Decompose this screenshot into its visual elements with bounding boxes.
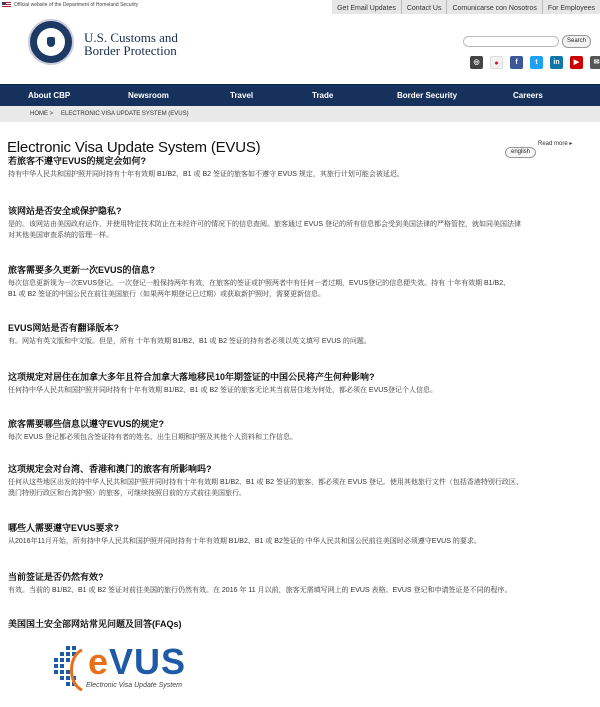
twitter-icon[interactable]: t	[530, 56, 543, 69]
faq-item	[8, 264, 588, 300]
read-more-link[interactable]: Read more ▸	[538, 141, 573, 147]
faq-answer-line: 每次信息更新视为一次EVUS登记。一次登记一般保持两年有效，在旅客的签证或护照两者中有任何一者过期，EVUS登记的信息便失效。持有 十年有效期 B1/B2、	[8, 280, 511, 287]
faq-question: 哪些人需要遵守EVUS要求?	[8, 523, 120, 533]
dhs-seal-logo[interactable]	[28, 19, 74, 65]
get-email-updates-link[interactable]: Get Email Updates	[337, 5, 396, 12]
main-nav	[0, 84, 600, 106]
search-input[interactable]	[463, 36, 559, 47]
faq-question: 这项规定对居住在加拿大多年且符合加拿大落地移民10年期签证的中国公民将产生何种影响?	[8, 372, 375, 382]
dhs-faq-link[interactable]: 美国国土安全部网站常见问题及回答(FAQs)	[8, 619, 182, 629]
evus-swirl-icon	[48, 642, 92, 698]
agency-name[interactable]	[84, 31, 178, 57]
evus-logo	[48, 640, 228, 700]
evus-wordmark-e: e	[88, 641, 110, 682]
nav-travel[interactable]: Travel	[230, 91, 254, 100]
agency-name-line2: Border Protection	[84, 43, 177, 58]
utility-bar	[0, 0, 600, 14]
faq-question: 若旅客不遵守EVUS的规定会如何?	[8, 156, 147, 166]
faq-answer: 每次 EVUS 登记都必须包含签证持有者的姓名、出生日期和护照及其他个人资料和工作信息。	[8, 434, 297, 441]
facebook-icon[interactable]: f	[510, 56, 523, 69]
faq-question: 当前签证是否仍然有效?	[8, 572, 104, 582]
read-more-label: Read more	[538, 141, 568, 147]
faq-answer: 从2016年11月开始，所有持中华人民共和国护照并同时持有十年有效期 B1/B2、B1 或 B2签证的 中华人民共和国公民前往美国时必须遵守EVUS 的要求。	[8, 538, 481, 545]
search-button[interactable]: Search	[562, 35, 591, 48]
faq-answer-line: 任何从这些地区出发的持中华人民共和国护照并同时持有十年有效期 B1/B2、B1 或 B2 签证的旅客，都必须在 EVUS 登记。使用其他旅行文件（包括香港特别行政区、	[8, 479, 523, 486]
faq-answer-line: 澳门特别行政区和台湾护照）的旅客，可继续按照目前的方式前往美国旅行。	[8, 490, 246, 497]
agency-name-line1: U.S. Customs and	[84, 30, 178, 45]
site-header	[0, 14, 600, 84]
faq-answer	[8, 477, 588, 499]
faq-item	[8, 418, 588, 443]
nav-careers[interactable]: Careers	[513, 91, 543, 100]
faq-question: 旅客需要多久更新一次EVUS的信息?	[8, 265, 156, 275]
email-icon[interactable]: ✉	[590, 56, 600, 69]
for-employees-link[interactable]: For Employees	[542, 0, 600, 18]
faq-question: 该网站是否安全或保护隐私?	[8, 206, 122, 216]
evus-subtitle: Electronic Visa Update System	[86, 682, 182, 689]
official-site-notice	[2, 2, 138, 8]
evus-wordmark-vus: VUS	[109, 641, 187, 682]
faq-item	[8, 522, 588, 547]
breadcrumb	[0, 106, 600, 122]
evus-wordmark	[88, 642, 186, 682]
breadcrumb-current: ELECTRONIC VISA UPDATE SYSTEM (EVUS)	[61, 111, 189, 117]
faq-item	[8, 205, 588, 241]
nav-border-security[interactable]: Border Security	[397, 91, 458, 100]
faq-answer: 任何持中华人民共和国护照并同时持有十年有效期 B1/B2、B1 或 B2 签证的旅客无论其当前居住地为何处，都必须在 EVUS登记个人信息。	[8, 387, 437, 394]
flickr-icon[interactable]: ●	[490, 56, 503, 69]
faq-answer: 持有中华人民共和国护照并同时持有十年有效期 B1/B2、B1 或 B2 签证的旅客如不遵守 EVUS 规定，其旅行计划可能会被延迟。	[8, 171, 404, 178]
faq-answer	[8, 219, 588, 241]
faq-item	[8, 463, 588, 499]
faq-question: EVUS网站是否有翻译版本?	[8, 323, 120, 333]
official-site-text: Official website of the Department of Homeland Security	[14, 2, 139, 8]
faq-answer-line: B1 或 B2 签证的中国公民在前往美国旅行（如果两年期登记已过期）或获取新护照时，需要更新信息。	[8, 291, 325, 298]
faq-answer	[8, 278, 588, 300]
faq-item	[8, 155, 588, 180]
faq-question: 旅客需要哪些信息以遵守EVUS的规定?	[8, 419, 165, 429]
nav-newsroom[interactable]: Newsroom	[128, 91, 169, 100]
linkedin-icon[interactable]: in	[550, 56, 563, 69]
comunicarse-link[interactable]: Comunicarse con Nosotros	[446, 0, 541, 18]
faq-item	[8, 571, 588, 596]
seal-inner	[37, 28, 65, 56]
breadcrumb-home[interactable]: HOME >	[30, 111, 54, 117]
youtube-icon[interactable]: ▶	[570, 56, 583, 69]
contact-us-link[interactable]: Contact Us	[401, 0, 447, 18]
faq-item	[8, 618, 588, 630]
social-links	[470, 56, 600, 69]
eagle-icon	[47, 37, 55, 47]
faq-answer: 有。网站有英文版和中文版。但是，所有 十年有效期 B1/B2、B1 或 B2 签证的持有者必须以英文填写 EVUS 的问题。	[8, 338, 371, 345]
nav-about-cbp[interactable]: About CBP	[28, 91, 71, 100]
faq-answer-line: 对其他美国审查系统的管理一样。	[8, 232, 113, 239]
faq-item	[8, 322, 588, 347]
faq-item	[8, 371, 588, 396]
us-flag-icon	[2, 2, 11, 8]
instagram-icon[interactable]: ◎	[470, 56, 483, 69]
faq-answer-line: 是的。该网站由美国政府运作，并使用特定技术防止在未经许可的情况下的信息查阅。旅客通过 EVUS 登记的所有信息都会受到美国法律的严格管控，就如同美国法律	[8, 221, 521, 228]
nav-trade[interactable]: Trade	[312, 91, 334, 100]
faq-answer: 有效。当前的 B1/B2、B1 或 B2 签证对前往美国的旅行仍然有效。在 2016 年 11 月以前，旅客无需填写网上的 EVUS 表格。EVUS 登记和申请签证是不同的程序。	[8, 587, 512, 594]
page-title: Electronic Visa Update System (EVUS)	[7, 139, 261, 156]
faq-question: 这项规定会对台湾、香港和澳门的旅客有所影响吗?	[8, 464, 212, 474]
language-button[interactable]: english	[505, 147, 536, 158]
